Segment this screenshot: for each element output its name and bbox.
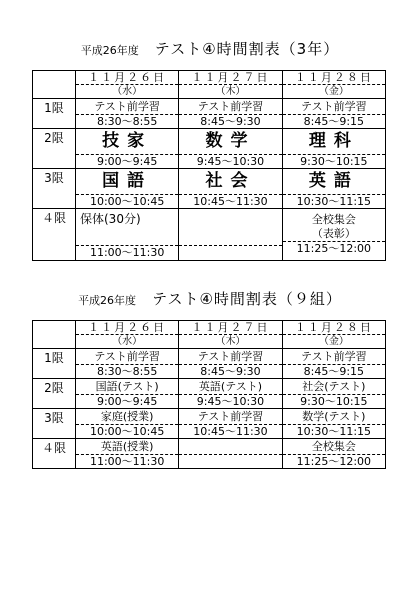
slot-cell [76, 209, 179, 261]
slot-cell [179, 99, 282, 129]
corner-cell [33, 321, 76, 349]
subject: 英語(授業) [100, 440, 154, 453]
slot-cell [76, 409, 179, 439]
time-range: 9:30～10:15 [283, 394, 385, 408]
date-cell [282, 321, 385, 349]
top-title: テスト④時間割表（3年） [154, 40, 340, 58]
bottom-title: テスト④時間割表（９組） [152, 290, 342, 308]
weekday: （木） [215, 86, 246, 97]
time-range: 9:00～9:45 [76, 154, 178, 168]
subject: 家庭(授業) [100, 410, 154, 423]
slot-cell [76, 379, 179, 409]
subject: 技家 [102, 131, 153, 151]
time-range: 11:25～12:00 [283, 241, 385, 255]
date: １１月２６日 [76, 321, 178, 335]
slot-cell [282, 209, 385, 261]
weekday: （水） [112, 86, 143, 97]
subject: 英語(テスト) [198, 380, 263, 393]
header-row [33, 321, 386, 349]
subject [179, 439, 281, 454]
time-range: 8:45～9:15 [283, 364, 385, 378]
period-row [33, 409, 386, 439]
time-range [179, 454, 281, 468]
slot-cell [76, 349, 179, 379]
time-range: 10:00～10:45 [76, 424, 178, 438]
subject: 数学 [205, 131, 256, 151]
time-range: 9:30～10:15 [283, 154, 385, 168]
subject: テスト前学習 [197, 410, 264, 423]
period-row [33, 439, 386, 469]
period-label: 3限 [33, 169, 76, 209]
time-range: 10:30～11:15 [283, 424, 385, 438]
top-timetable [32, 70, 386, 261]
subject: 全校集会 [311, 440, 356, 453]
time-range: 11:00～11:30 [76, 454, 178, 468]
subject: 理科 [308, 131, 359, 151]
period-label: 1限 [33, 349, 76, 379]
time-range: 8:45～9:30 [179, 364, 281, 378]
date-cell [76, 321, 179, 349]
subject [179, 209, 281, 245]
slot-cell [76, 439, 179, 469]
period-label: 3限 [33, 409, 76, 439]
subject: テスト前学習 [301, 100, 367, 113]
corner-cell [33, 71, 76, 99]
subject: 社会 [205, 171, 256, 191]
subject: テスト前学習 [197, 100, 264, 113]
period-label: 1限 [33, 99, 76, 129]
slot-cell [179, 409, 282, 439]
slot-cell [179, 349, 282, 379]
slot-cell [179, 169, 282, 209]
time-range: 11:00～11:30 [76, 245, 178, 259]
top-heading [0, 38, 420, 60]
period-row [33, 99, 386, 129]
date-cell [179, 71, 282, 99]
slot-cell [179, 129, 282, 169]
date: １１月２７日 [179, 71, 281, 85]
slot-cell [76, 99, 179, 129]
weekday: （金） [318, 336, 349, 347]
subject: テスト前学習 [94, 100, 160, 113]
subject: 国語 [102, 171, 153, 191]
bottom-heading [0, 288, 420, 310]
slot-cell [282, 129, 385, 169]
subject: 英語 [308, 171, 359, 191]
date: １１月２７日 [179, 321, 281, 335]
time-range: 10:30～11:15 [283, 194, 385, 208]
time-range: 9:45～10:30 [179, 154, 281, 168]
time-range: 10:45～11:30 [179, 424, 281, 438]
time-range: 10:45～11:30 [179, 194, 281, 208]
bottom-timetable [32, 320, 386, 469]
time-range: 9:00～9:45 [76, 394, 178, 408]
subject: 全校集会 [311, 213, 356, 226]
date: １１月２８日 [283, 71, 385, 85]
slot-cell [282, 439, 385, 469]
period-row [33, 169, 386, 209]
slot-cell [282, 349, 385, 379]
time-range: 8:30～8:55 [76, 114, 178, 128]
time-range: 8:30～8:55 [76, 364, 178, 378]
time-range: 10:00～10:45 [76, 194, 178, 208]
slot-cell [179, 379, 282, 409]
empty-slot [179, 209, 282, 261]
bottom-era: 平成26年度 [78, 294, 137, 307]
subject: テスト前学習 [94, 350, 160, 363]
period-row [33, 349, 386, 379]
slot-cell [282, 169, 385, 209]
date-cell [282, 71, 385, 99]
empty-slot [179, 439, 282, 469]
date-cell [76, 71, 179, 99]
top-era: 平成26年度 [80, 44, 139, 57]
subject: テスト前学習 [301, 350, 367, 363]
time-range: 9:45～10:30 [179, 394, 281, 408]
weekday: （水） [112, 336, 143, 347]
header-row [33, 71, 386, 99]
period-label: ４限 [33, 439, 76, 469]
weekday: （金） [318, 86, 349, 97]
subject: 国語(テスト) [95, 380, 159, 393]
time-range: 8:45～9:30 [179, 114, 281, 128]
subject: 社会(テスト) [302, 380, 366, 393]
period-row [33, 129, 386, 169]
period-label: ４限 [33, 209, 76, 261]
slot-cell [76, 169, 179, 209]
period-label: 2限 [33, 129, 76, 169]
subject: 保体(30分) [80, 212, 141, 226]
subject: テスト前学習 [197, 350, 264, 363]
date: １１月２６日 [76, 71, 178, 85]
period-label: 2限 [33, 379, 76, 409]
period-row [33, 209, 386, 261]
time-range: 11:25～12:00 [283, 454, 385, 468]
date-cell [179, 321, 282, 349]
time-range: 8:45～9:15 [283, 114, 385, 128]
slot-cell [282, 409, 385, 439]
time-range [179, 245, 281, 259]
slot-cell [282, 99, 385, 129]
slot-cell [282, 379, 385, 409]
weekday: （木） [215, 336, 246, 347]
period-row [33, 379, 386, 409]
slot-cell [76, 129, 179, 169]
subject: 数学(テスト) [302, 410, 366, 423]
subject-note: （表彰） [311, 227, 356, 240]
date: １１月２８日 [283, 321, 385, 335]
